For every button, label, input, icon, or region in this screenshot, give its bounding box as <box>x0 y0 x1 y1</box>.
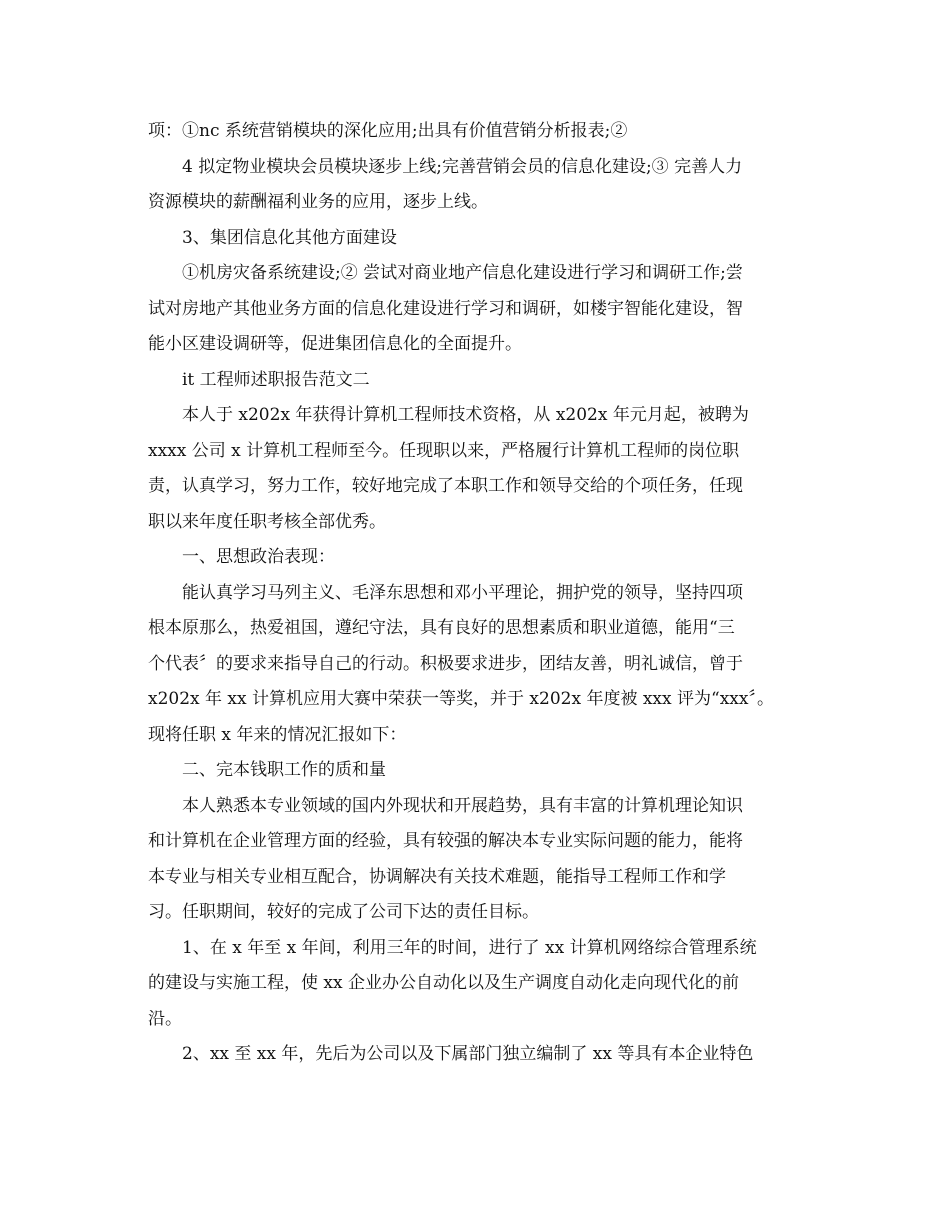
text-line: 3、集团信息化其他方面建设 <box>182 227 397 248</box>
section-heading-sample-two <box>148 363 808 399</box>
text-line: 本人于 x202x 年获得计算机工程师技术资格，从 x202x 年元月起，被聘为 <box>182 405 749 425</box>
text-line: 根本原那么，热爱祖国，遵纪守法，具有良好的思想素质和职业道德，能用“三 <box>148 618 735 638</box>
text-line: 项：①nc 系统营销模块的深化应用;出具有价值营销分析报表;② <box>148 121 628 141</box>
paragraph-continuation <box>148 114 808 150</box>
list-item-1 <box>148 931 808 1038</box>
text-line: ①机房灾备系统建设;② 尝试对商业地产信息化建设进行学习和调研工作;尝 <box>182 263 743 283</box>
paragraph-disaster-recovery <box>148 256 808 363</box>
text-line: 和计算机在企业管理方面的经验，具有较强的解决本专业实际问题的能力，能将 <box>148 831 743 851</box>
text-line: 个代表〞的要求来指导自己的行动。积极要求进步，团结友善，明礼诚信，曾于 <box>148 653 743 674</box>
text-line: 本人熟悉本专业领域的国内外现状和开展趋势，具有丰富的计算机理论知识 <box>182 795 743 816</box>
text-line: 职以来年度任职考核全部优秀。 <box>148 511 386 532</box>
text-line: 4 拟定物业模块会员模块逐步上线;完善营销会员的信息化建设;③ 完善人力 <box>182 156 743 177</box>
text-line: 沿。 <box>148 1008 182 1029</box>
text-line: 现将任职 x 年来的情况汇报如下： <box>148 724 407 745</box>
text-line: 一、思想政治表现： <box>182 547 335 567</box>
paragraph-property-module <box>148 150 808 221</box>
text-line: 习。任职期间，较好的完成了公司下达的责任目标。 <box>148 902 539 922</box>
text-line: 本专业与相关专业相互配合，协调解决有关技术难题，能指导工程师工作和学 <box>148 866 726 887</box>
text-line: 的建设与实施工程，使 xx 企业办公自动化以及生产调度自动化走向现代化的前 <box>148 973 739 993</box>
section-heading-other-construction <box>148 221 808 257</box>
text-line: xxxx 公司 x 计算机工程师至今。任现职以来，严格履行计算机工程师的岗位职 <box>148 440 740 461</box>
text-line: 试对房地产其他业务方面的信息化建设进行学习和调研，如楼宇智能化建设，智 <box>148 298 743 319</box>
text-line: 责，认真学习，努力工作，较好地完成了本职工作和领导交给的个项任务，任现 <box>148 476 743 496</box>
paragraph-introduction <box>148 398 808 540</box>
text-line: 能认真学习马列主义、毛泽东思想和邓小平理论，拥护党的领导，坚持四项 <box>182 582 743 603</box>
section-heading-political <box>148 540 808 576</box>
list-item-2 <box>148 1037 808 1073</box>
text-line: 2、xx 至 xx 年，先后为公司以及下属部门独立编制了 xx 等具有本企业特色 <box>182 1044 754 1064</box>
text-line: 二、完本钱职工作的质和量 <box>182 760 386 780</box>
text-line: 能小区建设调研等，促进集团信息化的全面提升。 <box>148 334 522 354</box>
document-body <box>148 114 808 1073</box>
section-heading-work-quality <box>148 753 808 789</box>
paragraph-political <box>148 576 808 754</box>
text-line: 资源模块的薪酬福利业务的应用，逐步上线。 <box>148 192 488 212</box>
text-line: 1、在 x 年至 x 年间，利用三年的时间，进行了 xx 计算机网络综合管理系统 <box>182 937 757 958</box>
paragraph-expertise <box>148 789 808 931</box>
text-line: it 工程师述职报告范文二 <box>182 369 370 390</box>
text-line: x202x 年 xx 计算机应用大赛中荣获一等奖，并于 x202x 年度被 xxx 评为“xxx〞。 <box>148 689 774 709</box>
